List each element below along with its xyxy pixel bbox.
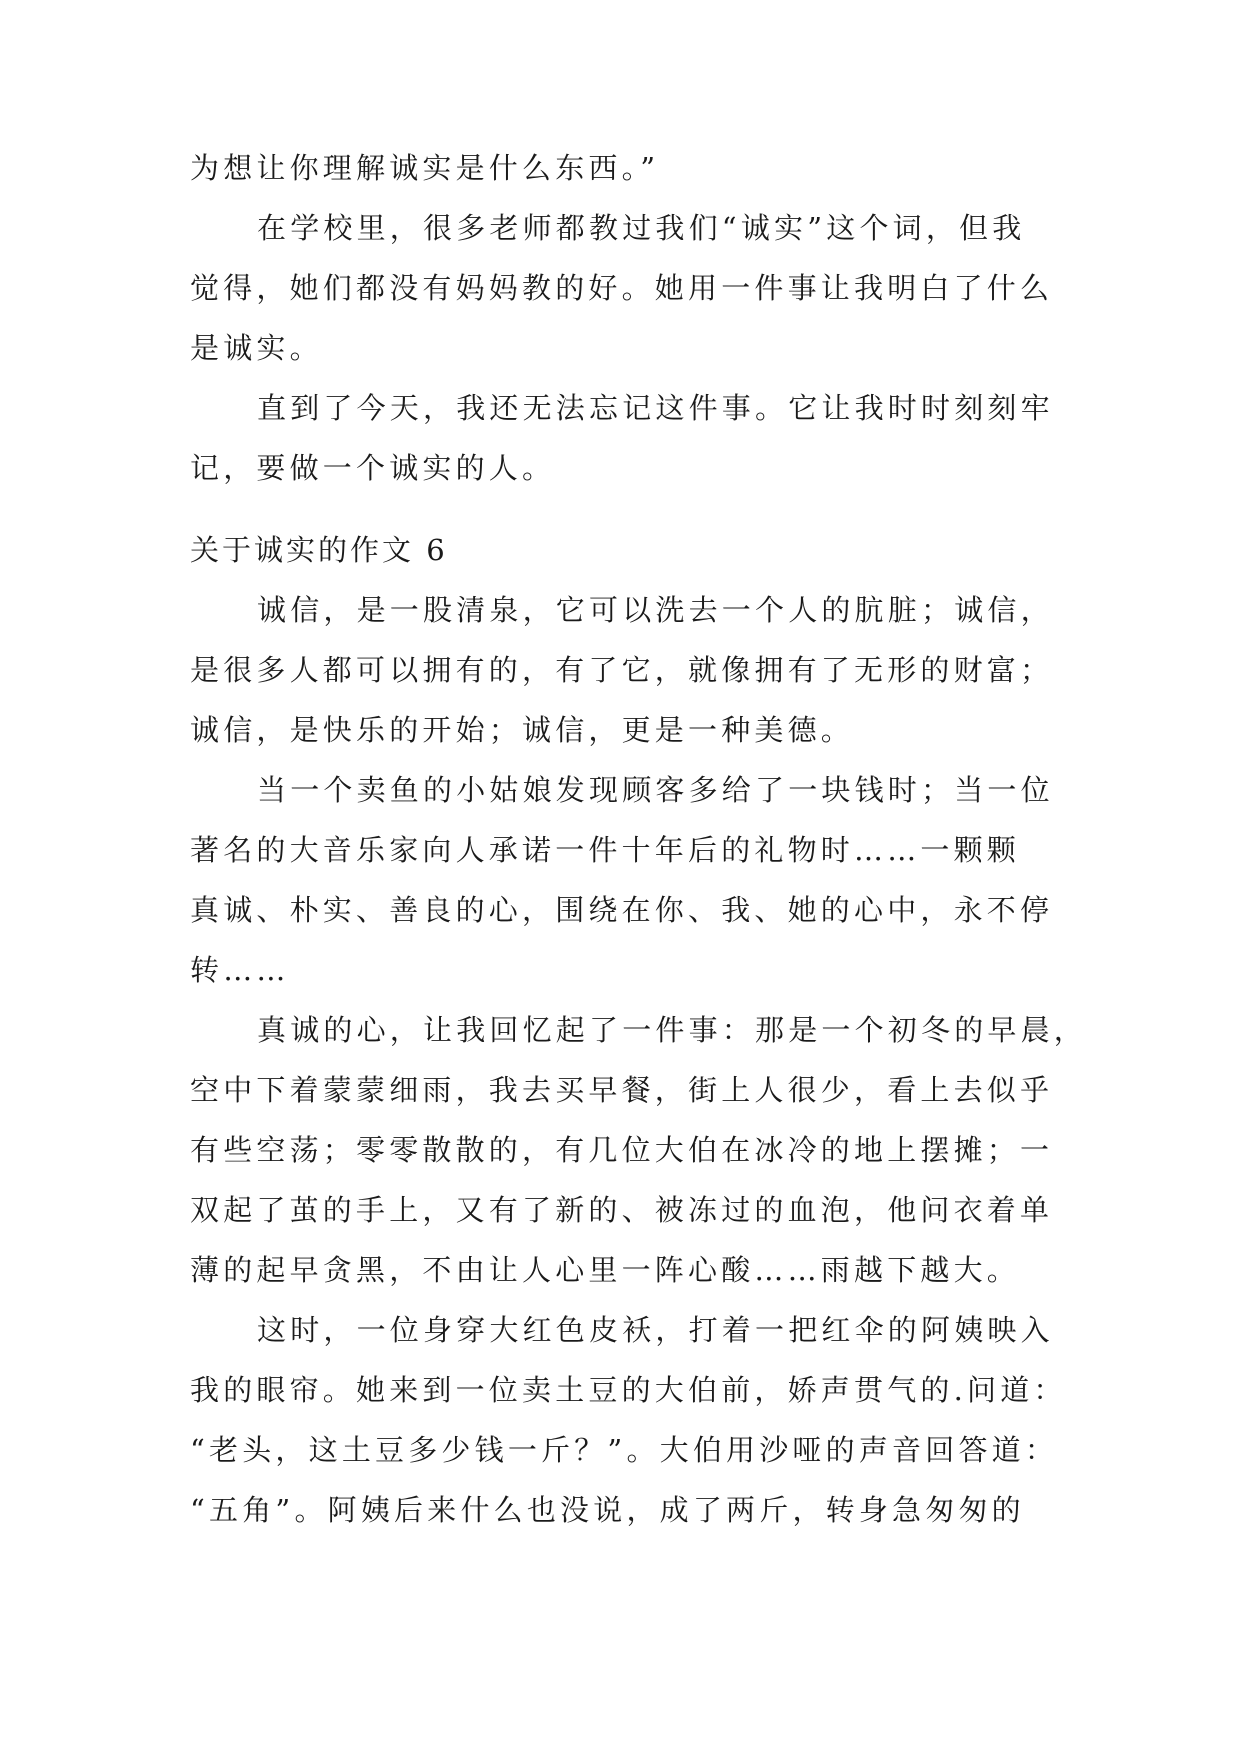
- section-heading: 关于诚实的作文 6: [190, 533, 448, 567]
- text-line: 是诚实。: [190, 331, 323, 365]
- text-line: 转……: [190, 953, 290, 987]
- text-line: 觉得，她们都没有妈妈教的好。她用一件事让我明白了什么: [190, 271, 1054, 305]
- text-line: 空中下着蒙蒙细雨，我去买早餐，街上人很少，看上去似乎: [190, 1073, 1054, 1107]
- paragraph-group-1: [190, 138, 1090, 498]
- text-line: 薄的起早贪黑，不由让人心里一阵心酸……雨越下越大。: [190, 1253, 1021, 1287]
- text-line: 记，要做一个诚实的人。: [190, 451, 556, 485]
- text-line: 在学校里，很多老师都教过我们“诚实”这个词，但我: [257, 211, 1026, 245]
- text-line: 我的眼帘。她来到一位卖土豆的大伯前，娇声贯气的.问道：: [190, 1373, 1067, 1407]
- text-line: 有些空荡；零零散散的，有几位大伯在冰冷的地上摆摊；一: [190, 1133, 1054, 1167]
- text-line: 著名的大音乐家向人承诺一件十年后的礼物时……一颗颗: [190, 833, 1021, 867]
- text-line: 双起了茧的手上，又有了新的、被冻过的血泡，他问衣着单: [190, 1193, 1054, 1227]
- text-line: 真诚、朴实、善良的心，围绕在你、我、她的心中，永不停: [190, 893, 1054, 927]
- text-line: 诚信，是一股清泉，它可以洗去一个人的肮脏；诚信，: [257, 593, 1054, 627]
- text-line: 直到了今天，我还无法忘记这件事。它让我时时刻刻牢: [257, 391, 1054, 425]
- text-line: 这时，一位身穿大红色皮袄，打着一把红伞的阿姨映入: [257, 1313, 1054, 1347]
- text-line: 为想让你理解诚实是什么东西。”: [190, 151, 660, 185]
- text-line: “老头，这土豆多少钱一斤？”。大伯用沙哑的声音回答道：: [190, 1433, 1059, 1467]
- text-line: “五角”。阿姨后来什么也没说，成了两斤，转身急匆匆的: [190, 1493, 1025, 1527]
- text-line: 当一个卖鱼的小姑娘发现顾客多给了一块钱时；当一位: [257, 773, 1054, 807]
- paragraph-group-2: [190, 580, 1090, 1540]
- text-line: 是很多人都可以拥有的，有了它，就像拥有了无形的财富；: [190, 653, 1054, 687]
- text-line: 诚信，是快乐的开始；诚信，更是一种美德。: [190, 713, 855, 747]
- text-line: 真诚的心，让我回忆起了一件事：那是一个初冬的早晨，: [257, 1013, 1088, 1047]
